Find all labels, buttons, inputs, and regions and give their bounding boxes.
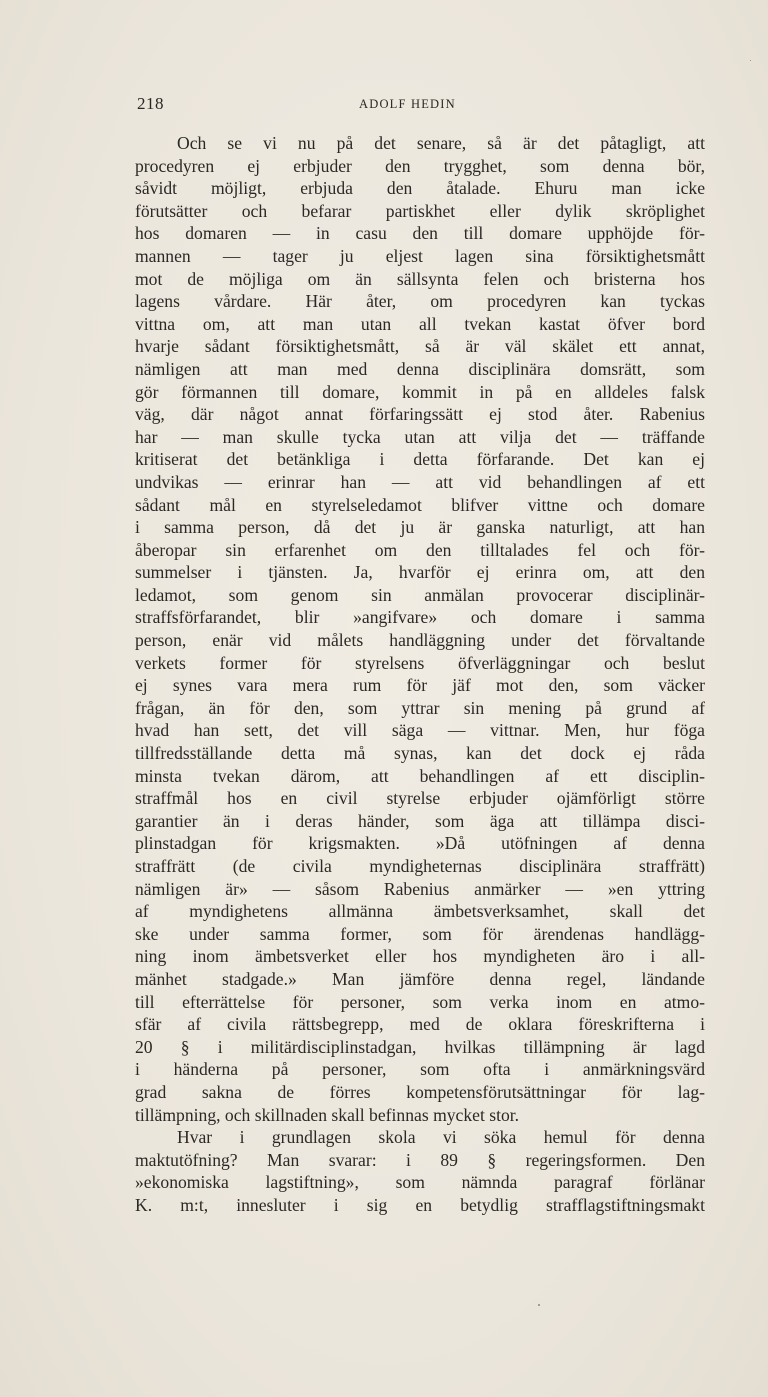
text-line: summelser i tjänsten. Ja, hvarför ej erinra om, att den bbox=[135, 562, 705, 583]
text-line: vittna om, att man utan all tvekan kastat öfver bord bbox=[135, 313, 705, 334]
text-line: sfär af civila rättsbegrepp, med de oklara föreskrifterna i bbox=[135, 1014, 705, 1035]
text-line: ej synes vara mera rum för jäf mot den, som väcker bbox=[135, 675, 705, 696]
text-line: K. m:t, innesluter i sig en betydlig strafflagstiftningsmakt bbox=[135, 1194, 705, 1215]
text-line: minsta tvekan därom, att behandlingen af ett disciplin- bbox=[135, 765, 705, 786]
text-line: hos domaren — in casu den till domare upphöjde för- bbox=[135, 223, 705, 244]
text-line: straffmål hos en civil styrelse erbjuder ojämförligt större bbox=[135, 788, 705, 809]
text-line: »ekonomiska lagstiftning», som nämnda paragraf förlänar bbox=[135, 1172, 705, 1193]
running-head: ADOLF HEDIN bbox=[359, 97, 456, 111]
text-line: undvikas — erinrar han — att vid behandlingen af ett bbox=[135, 471, 705, 492]
text-line: åberopar sin erfarenhet om den tilltalades fel och för- bbox=[135, 539, 705, 560]
body-text bbox=[135, 132, 705, 1217]
text-line: väg, där något annat förfaringssätt ej stod åter. Rabenius bbox=[135, 404, 705, 425]
text-line: ske under samma former, som för ärendenas handlägg- bbox=[135, 923, 705, 944]
text-line: af myndighetens allmänna ämbetsverksamhet, skall det bbox=[135, 901, 705, 922]
text-line: person, enär vid målets handläggning under det förvaltande bbox=[135, 630, 705, 651]
text-line: till efterrättelse för personer, som verka inom en atmo- bbox=[135, 991, 705, 1012]
text-line: ning inom ämbetsverket eller hos myndigheten äro i all- bbox=[135, 946, 705, 967]
text-line: sådant mål en styrelseledamot blifver vittne och domare bbox=[135, 494, 705, 515]
text-line: straffsförfarandet, blir »angifvare» och domare i samma bbox=[135, 607, 705, 628]
text-line: gör förmannen till domare, kommit in på en alldeles falsk bbox=[135, 381, 705, 402]
text-line: mot de möjliga om än sällsynta felen och bristerna hos bbox=[135, 268, 705, 289]
text-line: i händerna på personer, som ofta i anmärkningsvärd bbox=[135, 1059, 705, 1080]
text-line: nämligen att man med denna disciplinära domsrätt, som bbox=[135, 358, 705, 379]
text-line: tillämpning, och skillnaden skall befinnas mycket stor. bbox=[135, 1104, 520, 1125]
text-line: lagens vårdare. Här åter, om procedyren kan tyckas bbox=[135, 291, 705, 312]
text-line: såvidt möjligt, erbjuda den åtalade. Ehuru man icke bbox=[135, 178, 705, 199]
page-number: 218 bbox=[137, 94, 164, 113]
text-line: har — man skulle tycka utan att vilja det — träffande bbox=[135, 426, 705, 447]
text-line: Och se vi nu på det senare, så är det påtagligt, att bbox=[177, 133, 705, 153]
text-line: nämligen är» — såsom Rabenius anmärker — »en yttring bbox=[135, 878, 705, 899]
text-line: mannen — tager ju eljest lagen sina försiktighetsmått bbox=[135, 245, 705, 266]
text-line: maktutöfning? Man svarar: i 89 § regeringsformen. Den bbox=[135, 1149, 705, 1170]
text-line: i samma person, då det ju är ganska naturligt, att han bbox=[135, 517, 705, 538]
text-line: kritiserat det betänkliga i detta förfarande. Det kan ej bbox=[135, 449, 705, 470]
text-line: 20 § i militärdisciplinstadgan, hvilkas tillämpning är lagd bbox=[135, 1036, 705, 1057]
text-line: ledamot, som genom sin anmälan provocerar disciplinär- bbox=[135, 584, 705, 605]
text-line: procedyren ej erbjuder den trygghet, som denna bör, bbox=[135, 155, 705, 176]
text-line: hvarje sådant försiktighetsmått, så är väl skälet ett annat, bbox=[135, 336, 705, 357]
text-line: frågan, än för den, som yttrar sin mening på grund af bbox=[135, 697, 705, 718]
text-line: garantier än i deras händer, som äga att tillämpa disci- bbox=[135, 810, 705, 831]
text-line: hvad han sett, det vill säga — vittnar. Men, hur föga bbox=[135, 720, 705, 741]
text-line: tillfredsställande detta må synas, kan det dock ej råda bbox=[135, 743, 705, 764]
text-line: mänhet stadgade.» Man jämföre denna regel, ländande bbox=[135, 968, 705, 989]
text-line: Hvar i grundlagen skola vi söka hemul för denna bbox=[177, 1127, 705, 1148]
paper-speck bbox=[538, 1304, 540, 1306]
text-line: grad sakna de förres kompetensförutsättningar för lag- bbox=[135, 1081, 705, 1102]
page-header bbox=[137, 94, 705, 116]
text-line: verkets former för styrelsens öfverläggningar och beslut bbox=[135, 652, 705, 673]
paper-speck bbox=[750, 60, 751, 61]
text-line: förutsätter och befarar partiskhet eller dylik skröplighet bbox=[135, 200, 705, 221]
text-line: plinstadgan för krigsmakten. »Då utöfningen af denna bbox=[135, 833, 705, 854]
text-line: straffrätt (de civila myndigheternas disciplinära straffrätt) bbox=[135, 856, 705, 876]
